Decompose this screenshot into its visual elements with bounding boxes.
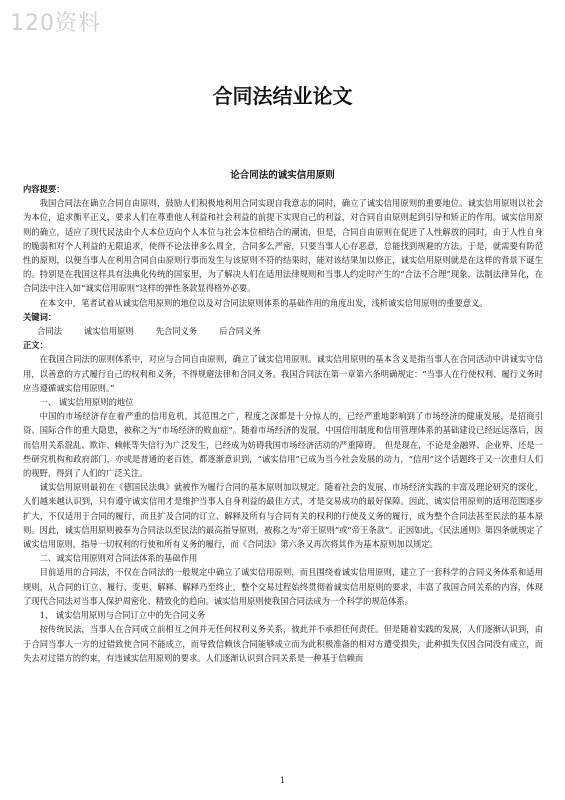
abstract-paragraph: 在本文中，笔者试着从诚实信用原则的地位以及对合同法原则体系的基础作用的角度出发，浅析诚实信用原则的重要意义。 [39, 297, 488, 308]
keyword: 先合同义务 [155, 326, 198, 337]
abstract-label: 内容提要： [23, 184, 65, 194]
abstract-paragraph: 我国合同法在确立合同自由原则，鼓励人们积极地利用合同实现自我意志的同时，确立了诚实信用原则的重要地位。诚实信用原则以社会为本位，追求衡平正义，要求人们在尊重他人利益和社会利益的前提下实现自己的利益，对合同自由原则起到引导和矫正的作用。诚实信用原则的确立，适应了现代民法由个人本位迈向个人本位与社会本位相结合的潮流，但是，合同自由原则在促进了人性解放的同时，由于人性自身的脆弱和对个人利益的无限追求，使得不论法律多么周全，合同多么严密，只要当事人心存恶意，总能找到规避的方法。于是，就需要有防范性的原则，以便当事人在利用合同自由原则行事而发生与该原则不符的结果时，能对该结果加以修正，诚实信用原则就是在这样的背景下诞生的。特别是在我国这样具有法典化传统的国家里，为了解决人们在适用法律规则和当事人约定时产生的“合法不合理”现象，法制法律异化，在合同法中注入如“诚实信用原则”这样的弹性条款显得格外必要。 [23, 198, 543, 294]
keyword: 后合同义务 [219, 326, 261, 337]
section-heading: 二、诚实信用原则对合同法体系的基础作用 [39, 553, 198, 564]
keywords-label: 关键词： [23, 311, 57, 322]
body-paragraph: 目前适用的合同法，不仅在合同法的一般规定中确立了诚实信用原则，而且围绕着诚实信用原则，建立了一套科学的合同义务体系和适用规则，从合同的订立、履行、变更、解释、解释乃至终止，整个交易过程始终贯彻着诚实信用原则的要求，丰富了我国合同关系的内容，体现了现代合同法对当事人保护周密化、精致化的趋向。诚实信用原则使我国合同法成为一个科学的规范体系。 [23, 567, 543, 606]
body-paragraph: 中国的市场经济存在着严重的信用危机，其范围之广，程度之深都是十分惊人的，已经严重地影响到了市场经济的健康发展，是招商引资、国际合作的重大隐患，被称之为“市场经济的败血症”。随着市场经济的发展，中国信用制度和信用管理体系的基础建设已经远远落后，因而信用关系混乱、欺诈、赖帐等失信行为广泛发生，已经成为妨碍我国市场经济活动的严重障碍。 但是现在，不论是金融界、企业界、还是一些研究机构和政府部门，亦或是普通的老百姓，都逐渐意识到，“诚实信用”已成为当今社会发展的动力，“信用”这个话题终于又一次重归人们的视野，得到了人们的广泛关注。 [23, 411, 543, 479]
section-heading: 1、 诚实信用原则与合同订立中的先合同义务 [39, 610, 206, 621]
body-paragraph: 按传统民法，当事人在合同成立前相互之间并无任何权利义务关系，彼此并不承担任何责任。但是随着实践的发展，人们逐渐认识到，由于合同当事人一方的过错致使合同不能成立，而导致信赖该合同能够成立而为此积极准备的相对方遭受损失，此种损失仅因合同没有成立，而失去对过错方的约束，有违诚实信用原则的要求。人们逐渐认识到合同关系是一种基于信赖而 [23, 624, 543, 663]
page-number: 1 [279, 776, 286, 785]
document-body [23, 182, 543, 665]
document-subtitle: 论合同法的诚实信用原则 [230, 170, 335, 181]
body-paragraph: 在我国合同法的原则体系中，对应与合同自由原则，确立了诚实信用原则。诚实信用原则的基本含义是指当事人在合同活动中讲诚实守信用，以善意的方式履行自己的权利和义务，不得规避法律和合同义务。我国合同法在第一章第六条明确规定：“当事人在行使权利、履行义务时应当遵循诚实信用原则。” [23, 354, 543, 393]
body-label: 正文： [23, 340, 48, 351]
body-paragraph: 诚实信用原则最初在《德国民法典》就被作为履行合同的基本原则加以规定。随着社会的发展、市场经济实践的丰富及理论研究的深化，人们越来越认识到，只有遵守诚实信用才是维护当事人自身利益的最佳方式，才是交易成功的最好保障。因此，诚实信用原则的适用范围逐步扩大，不仅适用于合同的履行，而且扩及合同的订立、解释及所有与合同有关的权利的行使及义务的履行，成为整个合同法甚至民法的基本原则。因此，诚实信用原则被奉为合同法以至民法的最高指导原则，被称之为“帝王原则”或“帝王条款”。正因如此，《民法通则》第四条就规定了诚实信用原则，指导一切权利的行使和所有义务的履行，而《合同法》第六条又再次将其作为基本原则加以规定。 [23, 482, 543, 550]
watermark: 120资料 [10, 11, 101, 36]
keyword: 合同法 [37, 326, 62, 337]
keywords-list [23, 324, 543, 338]
keyword: 诚实信用原则 [83, 326, 134, 337]
document-title: 合同法结业论文 [212, 84, 353, 108]
section-heading: 一、 诚实信用原则的地位 [39, 397, 134, 408]
